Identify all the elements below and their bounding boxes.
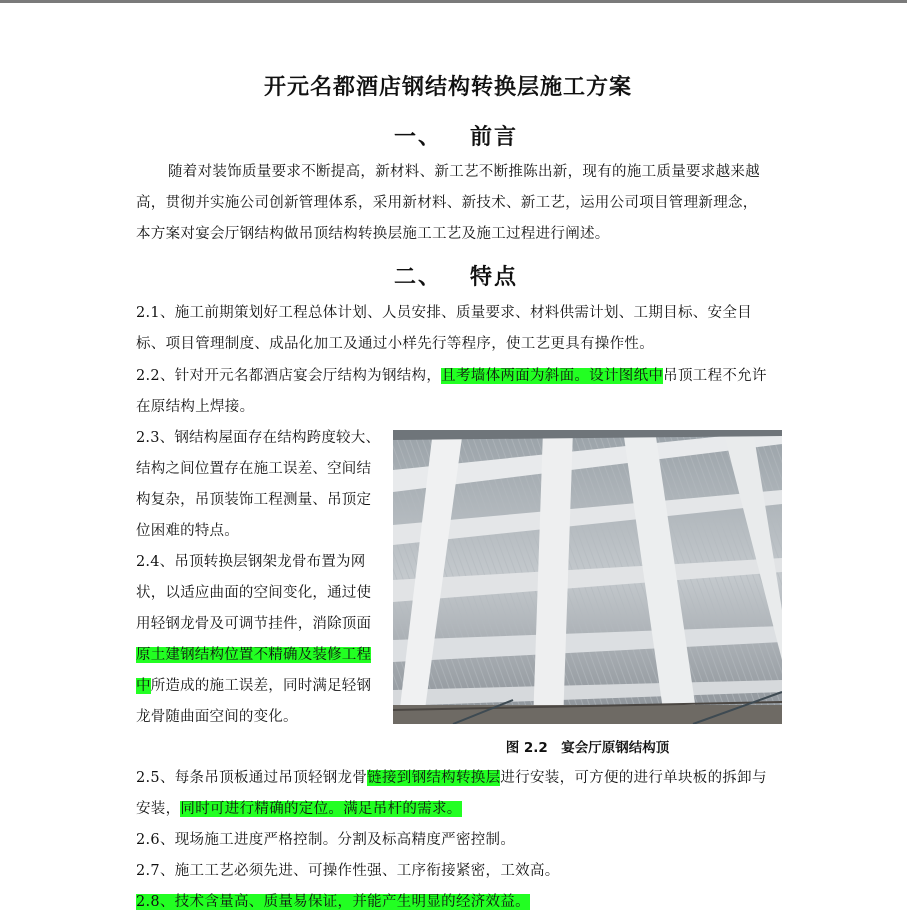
paragraph-2-6: 2.6、现场施工进度严格控制。分割及标高精度严密控制。	[136, 832, 516, 848]
paragraph-2-1: 2.1、施工前期策划好工程总体计划、人员安排、质量要求、材料供需计划、工期目标、安全目标、项目管理制度、成品化加工及通过小样先行等程序，使工艺更具有操作性。	[136, 305, 752, 352]
text-run: 2.2、针对开元名都酒店宴会厅结构为钢结构，	[136, 368, 442, 384]
section-title: 前言	[470, 125, 519, 150]
section-heading-preface	[136, 120, 776, 151]
paragraph-2-2	[136, 361, 772, 423]
text-run: 所造成的施工误差，同时满足轻钢龙骨随曲面空间的变化。	[136, 678, 372, 725]
section-title: 特点	[470, 265, 519, 290]
intro-paragraph: 随着对装饰质量要求不断提高，新材料、新工艺不断推陈出新，现有的施工质量要求越来越高，贯彻并实施公司创新管理体系，采用新材料、新技术、新工艺，运用公司项目管理新理念，本方案对宴会厅钢结构做吊顶结构转换层施工工艺及施工过程进行阐述。	[136, 164, 760, 242]
paragraph-2-4	[136, 547, 382, 733]
highlighted-text: 且考墙体两面为斜面。设计图纸中	[441, 368, 664, 384]
section-heading-features	[136, 260, 776, 291]
paragraph-2-7: 2.7、施工工艺必须先进、可操作性强、工序衔接紧密，工效高。	[136, 863, 560, 879]
section-number: 一、	[393, 125, 442, 150]
document-title: 开元名都酒店钢结构转换层施工方案	[263, 75, 632, 100]
text-run: 2.5、每条吊顶板通过吊顶轻钢龙骨	[136, 770, 368, 786]
steel-structure-photo	[393, 430, 782, 724]
text-run: 2.4、吊顶转换层钢架龙骨布置为网状，以适应曲面的空间变化，通过使用轻钢龙骨及可调节挂件，消除顶面	[136, 554, 372, 632]
highlighted-text: 链接到钢结构转换层	[367, 770, 501, 786]
page-top-border	[0, 0, 907, 3]
text-run: 吊顶工程不允许在原结构上焊接。	[136, 368, 767, 415]
text-run: 进行安装，可方便的进行单块板的拆卸与安装，	[136, 770, 767, 817]
highlighted-text: 原土建钢结构位置不精确及装修工程中	[136, 647, 372, 694]
paragraph-2-5	[136, 763, 772, 825]
paragraph-2-3: 2.3、钢结构屋面存在结构跨度较大、结构之间位置存在施工误差、空间结构复杂，吊顶装饰工程测量、吊顶定位困难的特点。	[136, 430, 381, 539]
highlighted-text: 同时可进行精确的定位。满足吊杆的需求。	[180, 801, 462, 817]
highlighted-text: 2.8、技术含量高、质量易保证，并能产生明显的经济效益。	[136, 894, 530, 910]
paragraph-2-8	[136, 887, 772, 918]
steel-structure-photo-image	[393, 430, 782, 724]
section-number: 二、	[393, 265, 442, 290]
figure-caption: 图 2.2 宴会厅原钢结构顶	[505, 740, 670, 756]
